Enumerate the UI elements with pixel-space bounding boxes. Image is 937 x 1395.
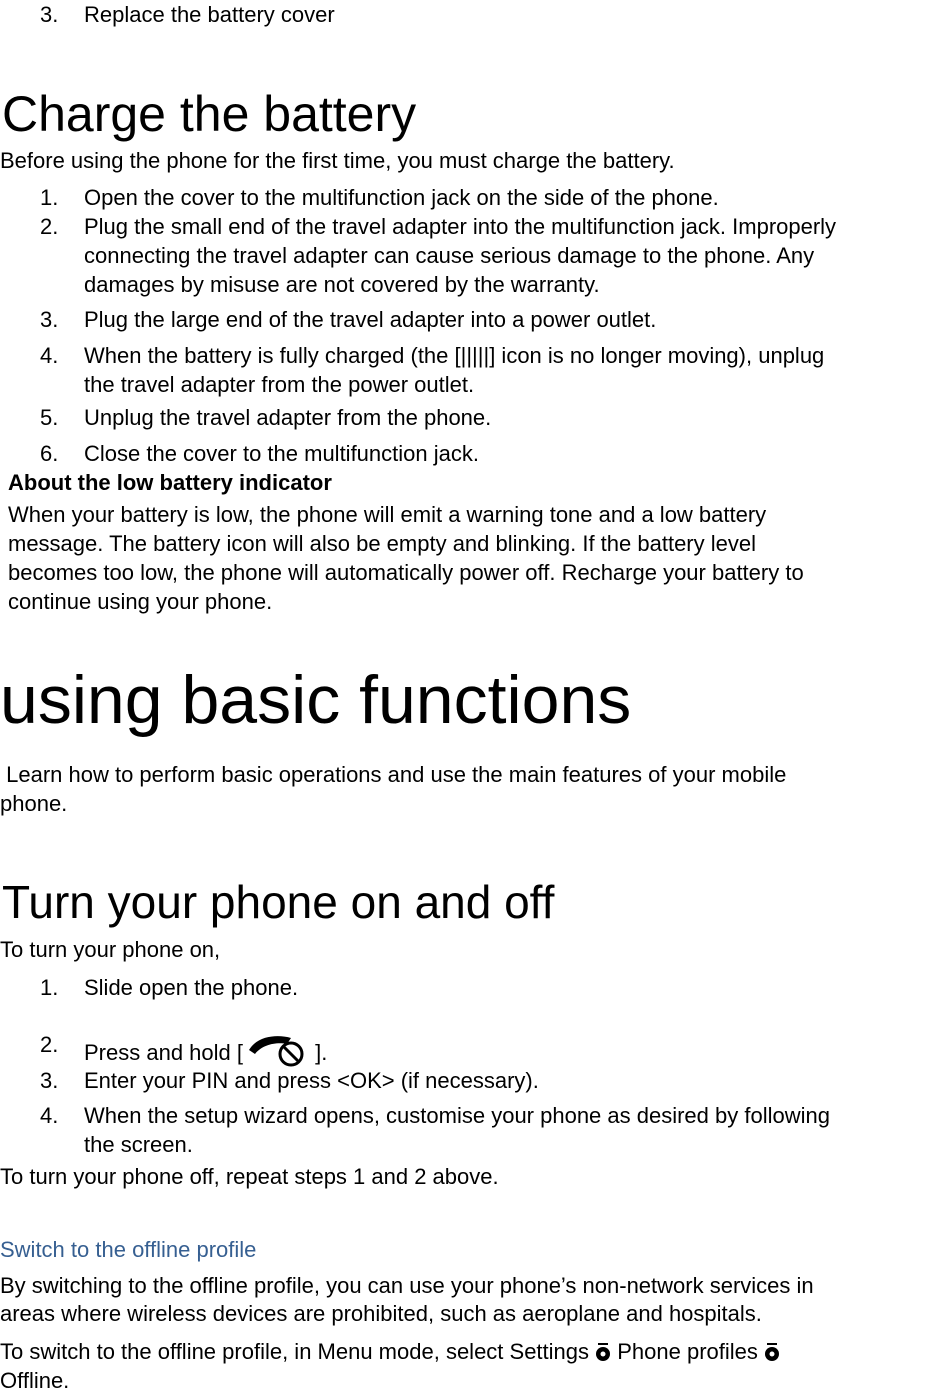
step-text: Unplug the travel adapter from the phone. <box>84 405 492 430</box>
step-text: Plug the large end of the travel adapter into a power outlet. <box>84 307 657 332</box>
step-number: 6. <box>40 441 59 466</box>
step-number: 3. <box>40 307 59 332</box>
step-number: 3. <box>40 1068 59 1093</box>
low-battery-line: becomes too low, the phone will automatically power off. Recharge your battery to <box>8 560 804 585</box>
step-text-before: Press and hold [ <box>84 1040 243 1065</box>
chapter-title: using basic functions <box>0 662 632 738</box>
chapter-intro-line: Learn how to perform basic operations and use the main features of your mobile <box>0 762 787 787</box>
section-title-onoff: Turn your phone on and off <box>2 876 555 928</box>
step-number: 4. <box>40 343 59 368</box>
step-number: 2. <box>40 1032 59 1057</box>
step-text-line: damages by misuse are not covered by the warranty. <box>84 272 600 297</box>
offline-para1-line: By switching to the offline profile, you can use your phone’s non-network services in <box>0 1273 814 1298</box>
low-battery-line: continue using your phone. <box>8 589 273 614</box>
step-text-line: When the battery is fully charged (the [|||||] icon is no longer moving), unplug <box>84 343 825 368</box>
end-call-key-icon <box>243 1030 309 1070</box>
step-number: 4. <box>40 1103 59 1128</box>
menu-arrow-icon <box>764 1340 780 1360</box>
step-text: Close the cover to the multifunction jack. <box>84 441 479 466</box>
offline-para1-line: areas where wireless devices are prohibited, such as aeroplane and hospitals. <box>0 1301 762 1326</box>
step-text-line: Plug the small end of the travel adapter into the multifunction jack. Improperly <box>84 214 837 239</box>
step-text-after: ]. <box>308 1040 328 1065</box>
offline-para2-a: To switch to the offline profile, in Menu mode, select Settings <box>0 1339 596 1364</box>
offline-para2-b: Phone profiles <box>611 1339 765 1364</box>
onoff-intro: To turn your phone on, <box>0 937 221 962</box>
step-text-line: When the setup wizard opens, customise your phone as desired by following <box>84 1103 830 1128</box>
step-number: 3. <box>40 2 59 27</box>
step-text-line: the travel adapter from the power outlet. <box>84 372 475 397</box>
charge-intro: Before using the phone for the first time, you must charge the battery. <box>0 148 675 173</box>
step-number: 1. <box>40 975 59 1000</box>
chapter-intro-line: phone. <box>0 791 68 816</box>
step-text: Open the cover to the multifunction jack on the side of the phone. <box>84 185 719 210</box>
offline-para2 <box>0 1337 780 1366</box>
onoff-outro: To turn your phone off, repeat steps 1 and 2 above. <box>0 1164 499 1189</box>
low-battery-line: message. The battery icon will also be empty and blinking. If the battery level <box>8 531 756 556</box>
step-text: Slide open the phone. <box>84 975 299 1000</box>
step-number: 5. <box>40 405 59 430</box>
step-text: Replace the battery cover <box>84 2 335 27</box>
offline-para2-c: Offline. <box>0 1368 70 1393</box>
subsection-title-offline: Switch to the offline profile <box>0 1237 257 1262</box>
step-text: Enter your PIN and press <OK> (if necessary). <box>84 1068 539 1093</box>
menu-arrow-icon <box>595 1340 611 1360</box>
section-title-charge: Charge the battery <box>2 86 417 142</box>
step-number: 2. <box>40 214 59 239</box>
step-text-line: connecting the travel adapter can cause serious damage to the phone. Any <box>84 243 815 268</box>
low-battery-line: When your battery is low, the phone will emit a warning tone and a low battery <box>8 502 767 527</box>
step-number: 1. <box>40 185 59 210</box>
step-text-wrap <box>84 1030 327 1070</box>
low-battery-heading: About the low battery indicator <box>8 470 332 495</box>
step-text-line: the screen. <box>84 1132 193 1157</box>
